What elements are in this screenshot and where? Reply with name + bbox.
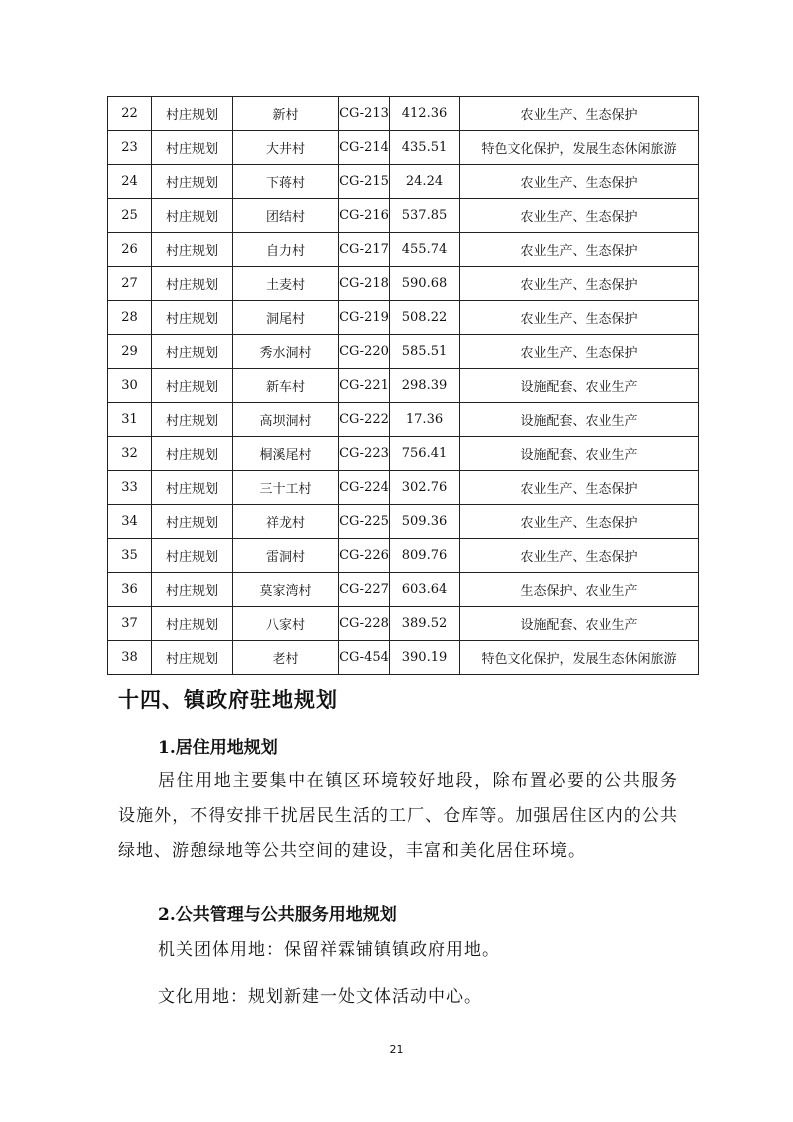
- cell-area: 24.24: [390, 165, 460, 199]
- cell-plan-code: CG-224: [339, 471, 390, 505]
- cell-village-name: 八家村: [233, 607, 339, 641]
- cell-plan-code: CG-214: [339, 131, 390, 165]
- table-row: [108, 267, 699, 301]
- cell-village-name: 大井村: [233, 131, 339, 165]
- cell-number: 30: [108, 369, 152, 403]
- cell-plan-type: 村庄规划: [152, 403, 233, 437]
- cell-plan-type: 村庄规划: [152, 539, 233, 573]
- cell-plan-code: CG-221: [339, 369, 390, 403]
- table-row: [108, 403, 699, 437]
- cell-number: 27: [108, 267, 152, 301]
- cell-plan-code: CG-222: [339, 403, 390, 437]
- cell-area: 390.19: [390, 641, 460, 675]
- cell-plan-code: CG-227: [339, 573, 390, 607]
- cell-function: 农业生产、生态保护: [460, 335, 699, 369]
- cell-function: 农业生产、生态保护: [460, 267, 699, 301]
- cell-village-name: 下蒋村: [233, 165, 339, 199]
- cell-plan-code: CG-225: [339, 505, 390, 539]
- cell-function: 农业生产、生态保护: [460, 505, 699, 539]
- cell-plan-type: 村庄规划: [152, 267, 233, 301]
- cell-plan-code: CG-216: [339, 199, 390, 233]
- table-row: [108, 199, 699, 233]
- cell-village-name: 洞尾村: [233, 301, 339, 335]
- cell-number: 24: [108, 165, 152, 199]
- cell-village-name: 三十工村: [233, 471, 339, 505]
- cell-plan-type: 村庄规划: [152, 199, 233, 233]
- cell-number: 22: [108, 97, 152, 131]
- cell-number: 26: [108, 233, 152, 267]
- cell-area: 508.22: [390, 301, 460, 335]
- table-row: [108, 131, 699, 165]
- cell-number: 25: [108, 199, 152, 233]
- cell-plan-type: 村庄规划: [152, 335, 233, 369]
- cell-area: 509.36: [390, 505, 460, 539]
- table-row: [108, 539, 699, 573]
- cell-plan-type: 村庄规划: [152, 97, 233, 131]
- cell-function: 设施配套、农业生产: [460, 403, 699, 437]
- cell-number: 35: [108, 539, 152, 573]
- cell-plan-code: CG-213: [339, 97, 390, 131]
- cell-plan-type: 村庄规划: [152, 233, 233, 267]
- cell-village-name: 桐溪尾村: [233, 437, 339, 471]
- subheading-residential-land: 1.居住用地规划: [158, 738, 278, 758]
- cell-village-name: 自力村: [233, 233, 339, 267]
- cell-number: 37: [108, 607, 152, 641]
- cell-plan-type: 村庄规划: [152, 471, 233, 505]
- cell-village-name: 新村: [233, 97, 339, 131]
- cell-plan-type: 村庄规划: [152, 505, 233, 539]
- table-row: [108, 471, 699, 505]
- cell-plan-code: CG-217: [339, 233, 390, 267]
- cell-village-name: 老村: [233, 641, 339, 675]
- cell-function: 农业生产、生态保护: [460, 233, 699, 267]
- cell-area: 302.76: [390, 471, 460, 505]
- cell-area: 585.51: [390, 335, 460, 369]
- cell-village-name: 土麦村: [233, 267, 339, 301]
- cell-function: 设施配套、农业生产: [460, 369, 699, 403]
- cell-function: 农业生产、生态保护: [460, 471, 699, 505]
- cell-function: 农业生产、生态保护: [460, 301, 699, 335]
- village-planning-table: [107, 96, 699, 675]
- cell-plan-code: CG-228: [339, 607, 390, 641]
- cell-village-name: 新车村: [233, 369, 339, 403]
- cell-area: 455.74: [390, 233, 460, 267]
- cell-function: 设施配套、农业生产: [460, 437, 699, 471]
- cell-village-name: 团结村: [233, 199, 339, 233]
- cell-area: 17.36: [390, 403, 460, 437]
- cell-plan-code: CG-215: [339, 165, 390, 199]
- cell-plan-code: CG-219: [339, 301, 390, 335]
- cell-plan-type: 村庄规划: [152, 131, 233, 165]
- cell-area: 389.52: [390, 607, 460, 641]
- cell-function: 特色文化保护，发展生态休闲旅游: [460, 131, 699, 165]
- cell-plan-code: CG-454: [339, 641, 390, 675]
- table-row: [108, 607, 699, 641]
- table-row: [108, 165, 699, 199]
- cell-village-name: 莫家湾村: [233, 573, 339, 607]
- table-row: [108, 301, 699, 335]
- table-row: [108, 233, 699, 267]
- cell-area: 809.76: [390, 539, 460, 573]
- cell-plan-type: 村庄规划: [152, 165, 233, 199]
- subheading-public-service-land: 2.公共管理与公共服务用地规划: [158, 905, 397, 925]
- cell-number: 36: [108, 573, 152, 607]
- cell-area: 298.39: [390, 369, 460, 403]
- cell-number: 23: [108, 131, 152, 165]
- cell-number: 28: [108, 301, 152, 335]
- cell-number: 31: [108, 403, 152, 437]
- table-row: [108, 505, 699, 539]
- table-row: [108, 641, 699, 675]
- cell-village-name: 秀水洞村: [233, 335, 339, 369]
- paragraph-residential-land: 居住用地主要集中在镇区环境较好地段，除布置必要的公共服务设施外，不得安排干扰居民生活的工厂、仓库等。加强居住区内的公共绿地、游憩绿地等公共空间的建设，丰富和美化居住环境。: [118, 771, 678, 861]
- cell-plan-type: 村庄规划: [152, 437, 233, 471]
- cell-function: 特色文化保护，发展生态休闲旅游: [460, 641, 699, 675]
- cell-function: 农业生产、生态保护: [460, 199, 699, 233]
- paragraph-cultural-land: 文化用地：规划新建一处文体活动中心。: [158, 987, 482, 1007]
- cell-plan-code: CG-220: [339, 335, 390, 369]
- cell-village-name: 高坝洞村: [233, 403, 339, 437]
- cell-area: 756.41: [390, 437, 460, 471]
- cell-function: 农业生产、生态保护: [460, 539, 699, 573]
- cell-number: 34: [108, 505, 152, 539]
- cell-plan-type: 村庄规划: [152, 301, 233, 335]
- table-row: [108, 369, 699, 403]
- cell-plan-type: 村庄规划: [152, 573, 233, 607]
- cell-number: 38: [108, 641, 152, 675]
- cell-function: 设施配套、农业生产: [460, 607, 699, 641]
- cell-function: 生态保护、农业生产: [460, 573, 699, 607]
- cell-area: 590.68: [390, 267, 460, 301]
- table-row: [108, 97, 699, 131]
- cell-area: 412.36: [390, 97, 460, 131]
- paragraph-government-land: 机关团体用地：保留祥霖铺镇镇政府用地。: [158, 940, 500, 960]
- table-row: [108, 335, 699, 369]
- cell-village-name: 雷洞村: [233, 539, 339, 573]
- page-number: 21: [389, 1043, 404, 1056]
- cell-plan-type: 村庄规划: [152, 641, 233, 675]
- table-body: [108, 97, 699, 675]
- table-row: [108, 573, 699, 607]
- cell-plan-code: CG-226: [339, 539, 390, 573]
- cell-village-name: 祥龙村: [233, 505, 339, 539]
- cell-number: 32: [108, 437, 152, 471]
- cell-function: 农业生产、生态保护: [460, 97, 699, 131]
- cell-plan-code: CG-223: [339, 437, 390, 471]
- cell-plan-type: 村庄规划: [152, 607, 233, 641]
- cell-area: 603.64: [390, 573, 460, 607]
- cell-plan-code: CG-218: [339, 267, 390, 301]
- table-row: [108, 437, 699, 471]
- cell-number: 33: [108, 471, 152, 505]
- cell-area: 435.51: [390, 131, 460, 165]
- section-title: 十四、镇政府驻地规划: [118, 687, 338, 712]
- cell-plan-type: 村庄规划: [152, 369, 233, 403]
- cell-function: 农业生产、生态保护: [460, 165, 699, 199]
- cell-area: 537.85: [390, 199, 460, 233]
- cell-number: 29: [108, 335, 152, 369]
